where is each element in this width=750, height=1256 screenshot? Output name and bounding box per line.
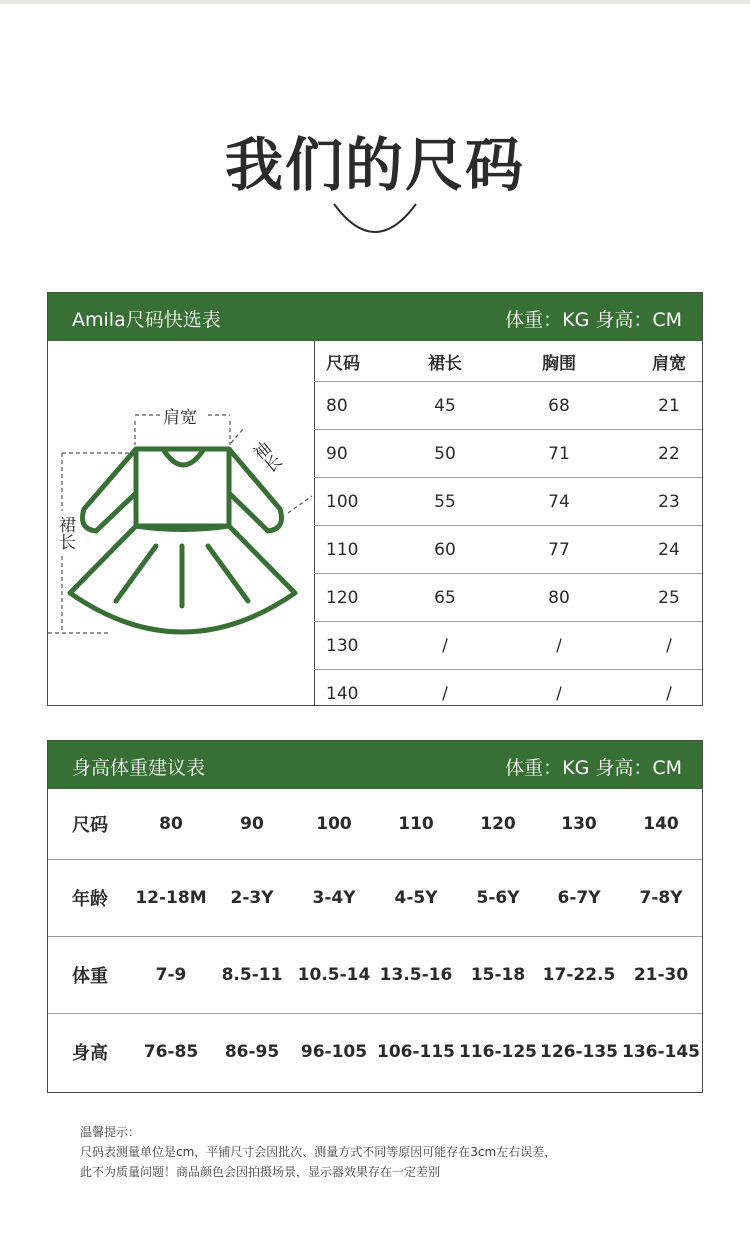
height-weight-table xyxy=(47,740,703,1093)
weight-value: 7-9 xyxy=(155,965,187,985)
chest-cell: / xyxy=(556,635,562,656)
skirt-length-cell: 55 xyxy=(434,491,456,512)
height-weight-grid xyxy=(48,789,702,1090)
chest-cell: 74 xyxy=(548,491,570,512)
size-cell: 120 xyxy=(326,587,359,608)
age-value: 3-4Y xyxy=(312,888,356,908)
size-cell: 140 xyxy=(326,683,359,704)
skirt-length-label: 裙长 xyxy=(55,516,75,550)
chest-cell: 68 xyxy=(548,395,570,416)
skirt-length-cell: 60 xyxy=(434,539,456,560)
tips-heading: 温馨提示： xyxy=(80,1125,141,1139)
quick-size-table-title: Amila尺码快选表 xyxy=(72,309,221,331)
height-value: 136-145 xyxy=(621,1042,701,1062)
sleeve-length-label: 袖长 xyxy=(246,438,284,478)
dress-icon xyxy=(48,341,314,705)
skirt-length-cell: 65 xyxy=(434,587,456,608)
table-row xyxy=(314,526,702,574)
age-value: 7-8Y xyxy=(639,888,683,908)
height-value: 126-135 xyxy=(539,1042,619,1062)
weight-value: 13.5-16 xyxy=(379,965,453,985)
tips-line: 此不为质量问题！商品颜色会因拍摄场景，显示器效果存在一定差别 xyxy=(80,1165,441,1179)
size-value: 130 xyxy=(561,814,597,834)
quick-size-table-units: 体重：KG 身高：CM xyxy=(505,309,682,331)
size-value: 90 xyxy=(240,814,264,834)
age-value: 2-3Y xyxy=(230,888,274,908)
height-value: 96-105 xyxy=(300,1042,368,1062)
quick-size-table xyxy=(47,292,703,706)
shoulder-cell: 22 xyxy=(658,443,680,464)
size-cell: 110 xyxy=(326,539,359,560)
age-value: 4-5Y xyxy=(394,888,438,908)
shoulder-cell: 25 xyxy=(658,587,680,608)
chest-cell: 80 xyxy=(548,587,570,608)
size-cell: 80 xyxy=(326,395,348,416)
chest-cell: 77 xyxy=(548,539,570,560)
age-value: 6-7Y xyxy=(557,888,601,908)
tips-line: 尺码表测量单位是cm，平铺尺寸会因批次、测量方式不同等原因可能存在3cm左右误差， xyxy=(80,1145,557,1159)
height-value: 86-95 xyxy=(224,1042,280,1062)
size-value: 110 xyxy=(398,814,434,834)
age-value: 12-18M xyxy=(135,888,207,908)
height-row xyxy=(48,1014,702,1090)
skirt-length-cell: 50 xyxy=(434,443,456,464)
row-label-age: 年龄 xyxy=(72,889,108,910)
skirt-length-cell: / xyxy=(442,635,448,656)
header-size: 尺码 xyxy=(326,353,360,374)
shoulder-cell: 24 xyxy=(658,539,680,560)
quick-size-table-header xyxy=(48,293,702,341)
shoulder-cell: / xyxy=(666,683,672,704)
row-label-height: 身高 xyxy=(72,1043,108,1064)
shoulder-cell: 21 xyxy=(658,395,680,416)
table-row xyxy=(314,478,702,526)
age-value: 5-6Y xyxy=(476,888,520,908)
weight-value: 15-18 xyxy=(470,965,526,985)
skirt-length-cell: 45 xyxy=(434,395,456,416)
chest-cell: 71 xyxy=(548,443,570,464)
row-label-size: 尺码 xyxy=(72,815,108,836)
size-value: 80 xyxy=(159,814,183,834)
shoulder-cell: 23 xyxy=(658,491,680,512)
height-weight-table-units: 体重：KG 身高：CM xyxy=(505,757,682,779)
table-row xyxy=(314,430,702,478)
size-grid xyxy=(314,341,702,717)
size-cell: 130 xyxy=(326,635,359,656)
weight-row xyxy=(48,937,702,1014)
chest-cell: / xyxy=(556,683,562,704)
weight-value: 10.5-14 xyxy=(297,965,371,985)
shoulder-width-label: 肩宽 xyxy=(163,408,197,428)
page-title: 我们的尺码 xyxy=(224,131,525,199)
top-border xyxy=(0,0,750,4)
size-cell: 100 xyxy=(326,491,359,512)
tips-note xyxy=(80,1122,556,1182)
shoulder-cell: / xyxy=(666,635,672,656)
weight-value: 17-22.5 xyxy=(542,965,616,985)
height-value: 76-85 xyxy=(143,1042,199,1062)
age-row xyxy=(48,860,702,937)
size-value: 100 xyxy=(316,814,352,834)
height-value: 106-115 xyxy=(376,1042,456,1062)
size-grid-header-row xyxy=(314,341,702,382)
table-row xyxy=(314,574,702,622)
table-row xyxy=(314,670,702,717)
dress-measurement-figure xyxy=(48,341,315,705)
size-value: 120 xyxy=(480,814,516,834)
table-row xyxy=(314,382,702,430)
header-chest: 胸围 xyxy=(542,353,576,374)
weight-value: 21-30 xyxy=(633,965,689,985)
height-weight-table-title: 身高体重建议表 xyxy=(72,757,206,779)
height-value: 116-125 xyxy=(458,1042,538,1062)
height-weight-table-header xyxy=(48,741,702,789)
size-row xyxy=(48,789,702,860)
weight-value: 8.5-11 xyxy=(221,965,283,985)
table-row xyxy=(314,622,702,670)
size-cell: 90 xyxy=(326,443,348,464)
skirt-length-cell: / xyxy=(442,683,448,704)
header-skirt-length: 裙长 xyxy=(428,353,462,374)
header-shoulder: 肩宽 xyxy=(652,353,686,374)
size-value: 140 xyxy=(643,814,679,834)
row-label-weight: 体重 xyxy=(72,966,108,987)
smile-decoration-icon xyxy=(330,200,420,240)
